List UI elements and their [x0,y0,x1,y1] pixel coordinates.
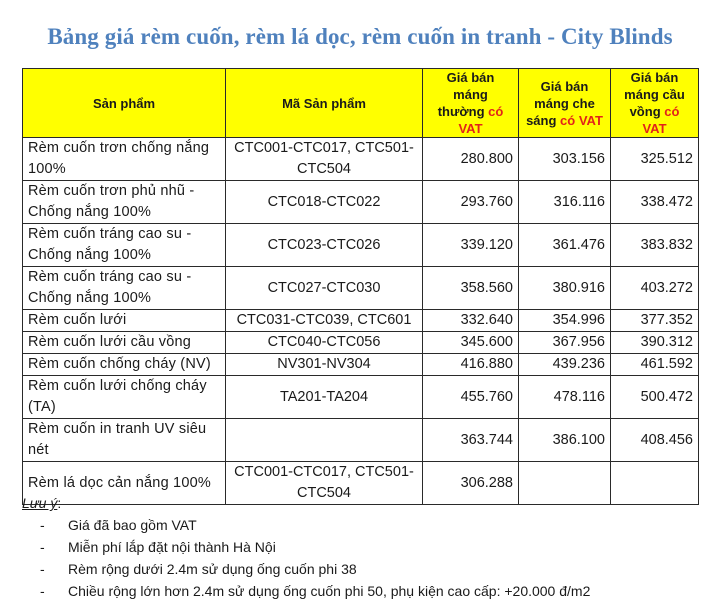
note-item: - Chiều rộng lớn hơn 2.4m sử dụng ống cuốn phi 50, phụ kiện cao cấp: +20.000 đ/m2 [22,580,590,602]
product-code: CTC001-CTC017, CTC501-CTC504 [226,462,423,505]
header-product-code: Mã Sản phẩm [226,69,423,138]
price-regular: 306.288 [423,462,519,505]
table-row [23,419,699,462]
table-row [23,376,699,419]
price-rainbow: 403.272 [611,267,699,310]
dash-bullet-icon: - [40,583,45,599]
product-code: CTC018-CTC022 [226,181,423,224]
price-rainbow: 338.472 [611,181,699,224]
price-rainbow: 390.312 [611,332,699,354]
note-item: - Giá đã bao gồm VAT [22,514,590,536]
vat-highlight: có VAT [458,104,504,136]
price-regular: 416.880 [423,354,519,376]
price-regular: 339.120 [423,224,519,267]
price-blackout: 380.916 [519,267,611,310]
price-blackout: 303.156 [519,138,611,181]
table-row [23,181,699,224]
price-blackout: 316.116 [519,181,611,224]
table-row [23,224,699,267]
table-row [23,138,699,181]
table-row [23,310,699,332]
table-header-row [23,69,699,138]
table-row [23,354,699,376]
product-code: NV301-NV304 [226,354,423,376]
product-name: Rèm cuốn chống cháy (NV) [23,354,226,376]
price-regular: 455.760 [423,376,519,419]
price-blackout: 439.236 [519,354,611,376]
price-blackout: 354.996 [519,310,611,332]
product-name: Rèm cuốn in tranh UV siêu nét [23,419,226,462]
product-code: TA201-TA204 [226,376,423,419]
product-name: Rèm cuốn lưới cầu vồng [23,332,226,354]
price-rainbow: 408.456 [611,419,699,462]
price-regular: 293.760 [423,181,519,224]
vat-highlight: có VAT [642,104,680,136]
price-regular: 280.800 [423,138,519,181]
product-code: CTC031-CTC039, CTC601 [226,310,423,332]
vat-highlight: có VAT [560,112,603,128]
notes-list [22,514,590,602]
product-name: Rèm cuốn lưới [23,310,226,332]
price-rainbow: 383.832 [611,224,699,267]
price-regular: 363.744 [423,419,519,462]
price-rainbow [611,462,699,505]
price-blackout: 367.956 [519,332,611,354]
price-rainbow: 377.352 [611,310,699,332]
price-rainbow: 500.472 [611,376,699,419]
notes-section [22,492,590,602]
note-item: - Miễn phí lắp đặt nội thành Hà Nội [22,536,590,558]
product-name: Rèm cuốn trơn chống nắng 100% [23,138,226,181]
product-name: Rèm lá dọc cản nắng 100% [23,462,226,505]
price-rainbow: 461.592 [611,354,699,376]
table-row [23,267,699,310]
product-name: Rèm cuốn lưới chống cháy (TA) [23,376,226,419]
product-code: CTC023-CTC026 [226,224,423,267]
price-rainbow: 325.512 [611,138,699,181]
dash-bullet-icon: - [40,561,45,577]
product-name: Rèm cuốn trơn phủ nhũ - Chống nắng 100% [23,181,226,224]
dash-bullet-icon: - [40,539,45,555]
price-blackout: 478.116 [519,376,611,419]
header-price-regular: Giá bán máng thường có VAT [423,69,519,138]
notes-heading: Lưu ý: [22,495,62,511]
price-blackout: 386.100 [519,419,611,462]
product-code [226,419,423,462]
note-item: - Rèm rộng dưới 2.4m sử dụng ống cuốn phi 38 [22,558,590,580]
price-table [22,68,699,505]
page-title: Bảng giá rèm cuốn, rèm lá dọc, rèm cuốn in tranh - City Blinds [47,24,673,49]
table-row [23,332,699,354]
header-price-blackout: Giá bán máng che sáng có VAT [519,69,611,138]
header-price-rainbow: Giá bán máng cầu vồng có VAT [611,69,699,138]
price-regular: 345.600 [423,332,519,354]
product-name: Rèm cuốn tráng cao su - Chống nắng 100% [23,224,226,267]
product-code: CTC040-CTC056 [226,332,423,354]
product-name: Rèm cuốn tráng cao su - Chống nắng 100% [23,267,226,310]
product-code: CTC001-CTC017, CTC501-CTC504 [226,138,423,181]
price-regular: 332.640 [423,310,519,332]
price-blackout: 361.476 [519,224,611,267]
header-product: Sản phẩm [23,69,226,138]
price-regular: 358.560 [423,267,519,310]
product-code: CTC027-CTC030 [226,267,423,310]
dash-bullet-icon: - [40,517,45,533]
